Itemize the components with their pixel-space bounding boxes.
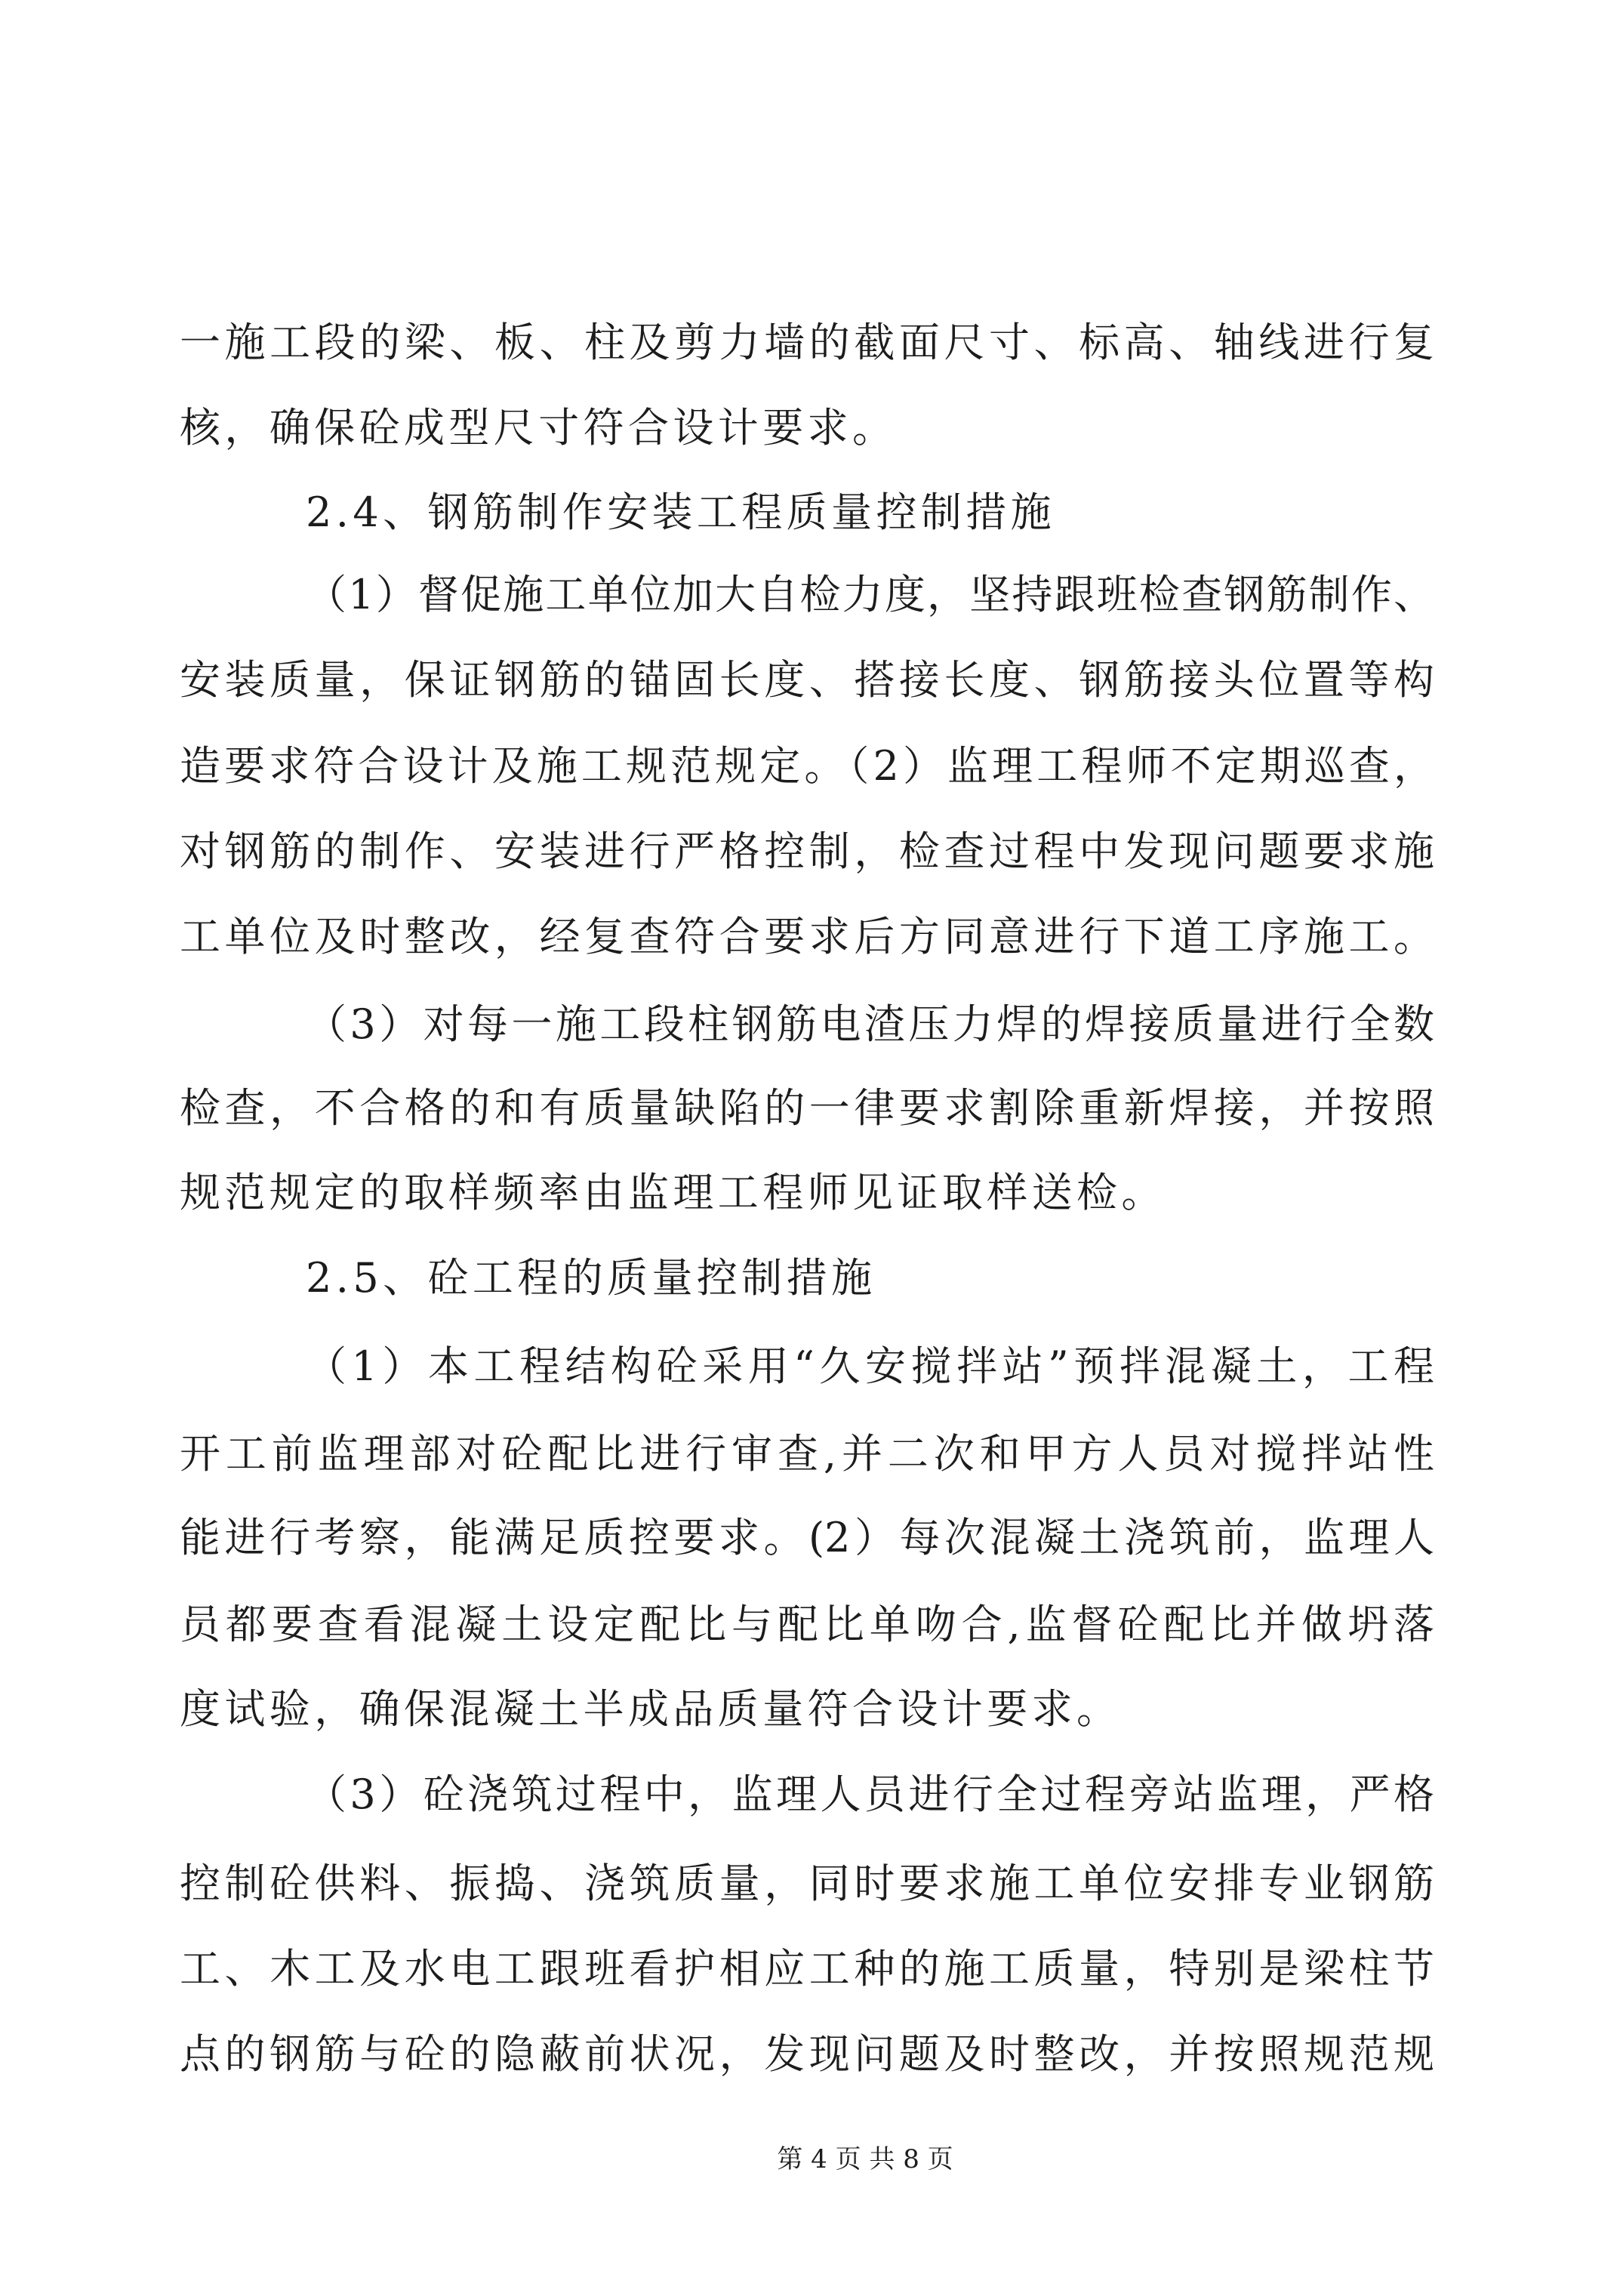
page-number-footer: 第 4 页 共 8 页 [777, 2144, 953, 2174]
text-line: 造要求符合设计及施工规范规定。（2）监理工程师不定期巡查， [180, 742, 1434, 790]
text-line: （3）对每一施工段柱钢筋电渣压力焊的焊接质量进行全数 [306, 1000, 1434, 1048]
text-line: 能进行考察，能满足质控要求。(2）每次混凝土浇筑前，监理人 [180, 1514, 1434, 1561]
text-line: （3）砼浇筑过程中，监理人员进行全过程旁站监理，严格 [306, 1771, 1434, 1818]
text-line: 点的钢筋与砼的隐蔽前状况，发现问题及时整改，并按照规范规 [180, 2030, 1434, 2078]
text-line: （1）本工程结构砼采用“久安搅拌站”预拌混凝土，工程 [306, 1342, 1434, 1390]
text-line: 工单位及时整改，经复查符合要求后方同意进行下道工序施工。 [180, 913, 1434, 960]
text-line: （1）督促施工单位加大自检力度，坚持跟班检查钢筋制作、 [306, 571, 1434, 618]
text-line: 一施工段的梁、板、柱及剪力墙的截面尺寸、标高、轴线进行复 [180, 319, 1434, 366]
text-line: 规范规定的取样频率由监理工程师见证取样送检。 [180, 1169, 1166, 1216]
text-line: 检查，不合格的和有质量缺陷的一律要求割除重新焊接，并按照 [180, 1084, 1434, 1132]
text-line: 控制砼供料、振捣、浇筑质量，同时要求施工单位安排专业钢筋 [180, 1860, 1434, 1907]
text-line: 核，确保砼成型尺寸符合设计要求。 [180, 404, 898, 451]
text-line: 员都要查看混凝土设定配比与配比单吻合,监督砼配比并做坍落 [180, 1601, 1434, 1648]
text-line: 工、木工及水电工跟班看护相应工种的施工质量，特别是梁柱节 [180, 1945, 1434, 1992]
text-line: 安装质量，保证钢筋的锚固长度、搭接长度、钢筋接头位置等构 [180, 656, 1434, 704]
section-heading-2-5: 2.5、砼工程的质量控制措施 [306, 1254, 876, 1302]
text-line: 度试验，确保混凝土半成品质量符合设计要求。 [180, 1685, 1122, 1733]
text-line: 对钢筋的制作、安装进行严格控制，检查过程中发现问题要求施 [180, 827, 1434, 875]
text-line: 开工前监理部对砼配比进行审查,并二次和甲方人员对搅拌站性 [180, 1430, 1434, 1478]
section-heading-2-4: 2.4、钢筋制作安装工程质量控制措施 [306, 488, 1056, 536]
